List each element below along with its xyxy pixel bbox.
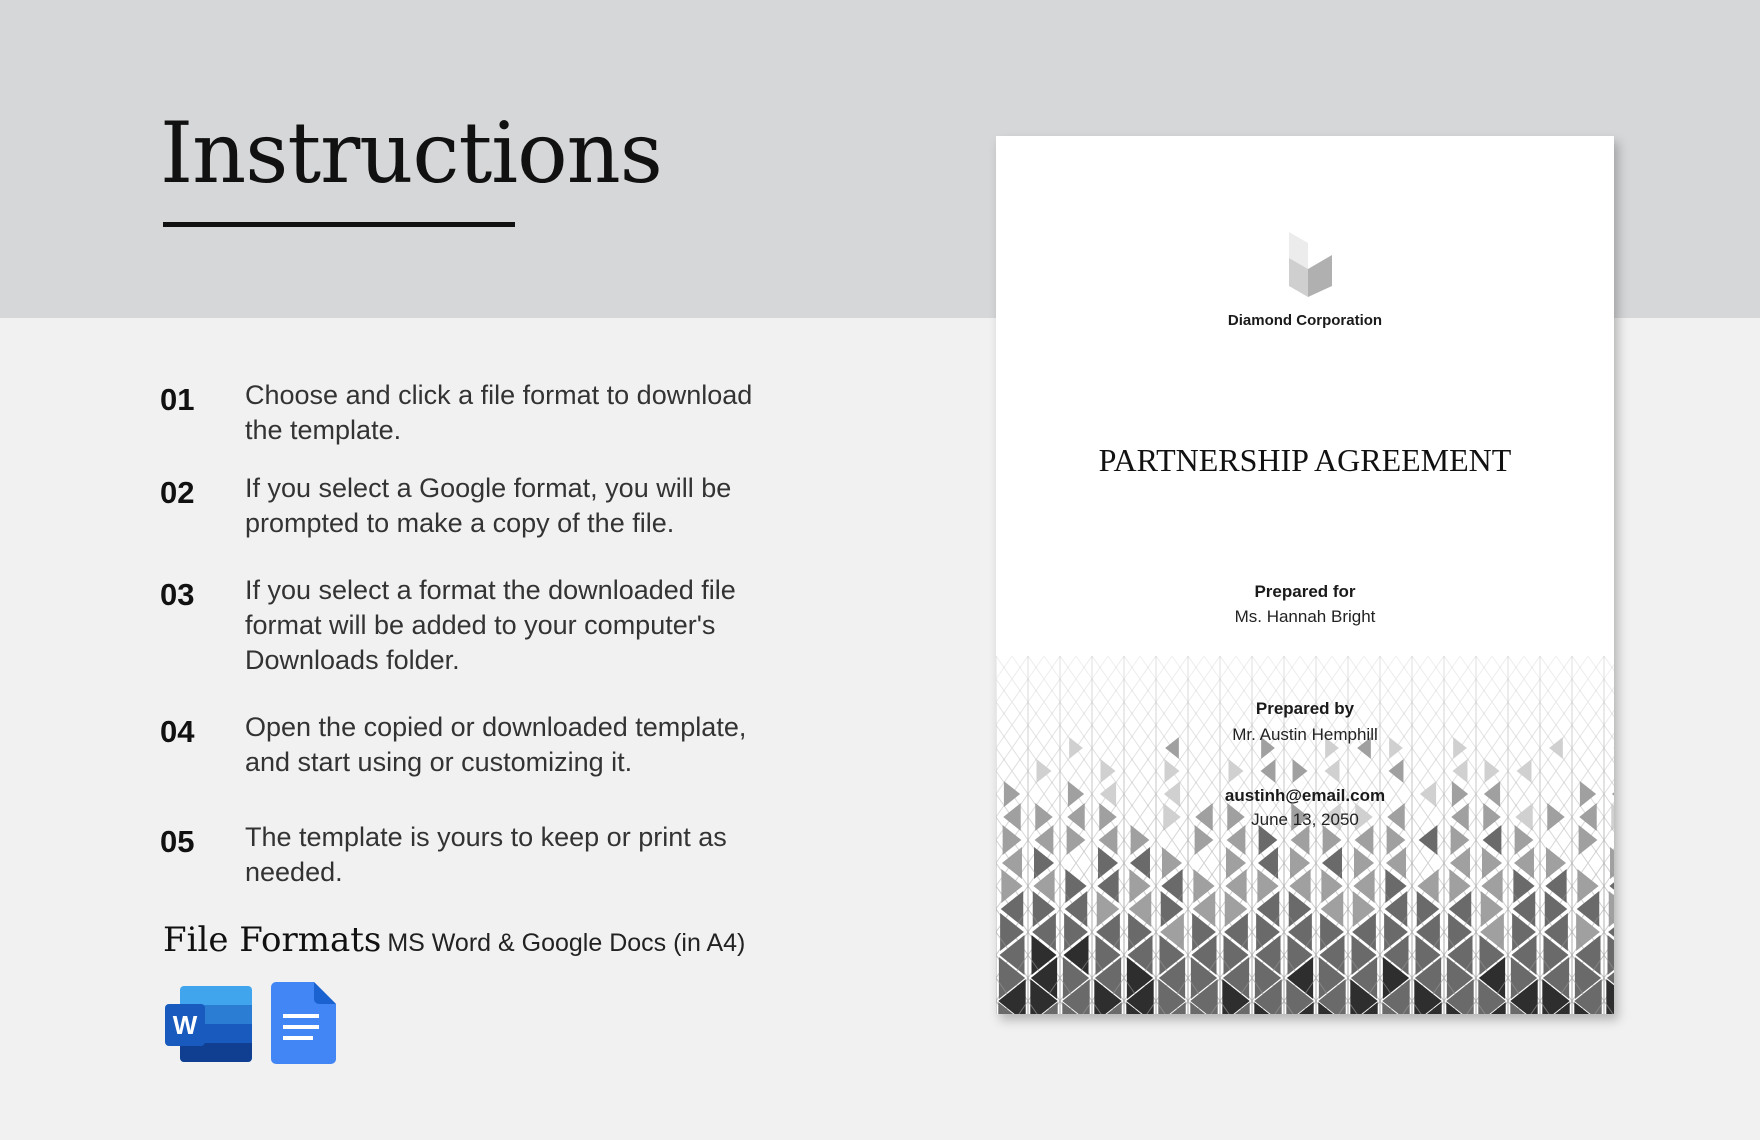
pattern-line	[1508, 656, 1540, 702]
pattern-line	[1156, 656, 1188, 702]
company-logo-icon	[1286, 232, 1336, 298]
pattern-line	[1284, 656, 1316, 679]
pattern-line	[996, 656, 1028, 702]
page-title: Instructions	[160, 104, 662, 202]
prepared-for-label: Prepared for	[1254, 582, 1356, 601]
step-number: 02	[160, 475, 195, 510]
step-text: If you select a Google format, you will be prompted to make a copy of the file.	[245, 473, 732, 538]
pattern-line	[1412, 656, 1444, 679]
step-number: 01	[160, 382, 195, 417]
date: June 13, 2050	[1251, 810, 1359, 829]
file-formats-subtitle: MS Word & Google Docs (in A4)	[387, 929, 746, 957]
pattern-line	[1380, 656, 1412, 679]
pattern-triangle	[1607, 935, 1614, 975]
pattern-line	[1284, 656, 1316, 702]
ms-word-icon[interactable]	[165, 984, 253, 1064]
pattern-line	[1028, 656, 1060, 679]
prepared-by-label: Prepared by	[1255, 699, 1355, 718]
pattern-line	[996, 656, 1028, 679]
pattern-line	[1092, 656, 1124, 702]
pattern-line	[1604, 656, 1614, 702]
pattern-line	[1220, 656, 1252, 702]
pattern-line	[1572, 656, 1604, 702]
pattern-line	[1444, 656, 1476, 679]
step-text: Open the copied or downloaded template, and start using or customizing it.	[245, 712, 747, 777]
pattern-line	[1508, 656, 1540, 679]
pattern-line	[1444, 656, 1476, 702]
pattern-line	[1092, 656, 1124, 679]
file-formats	[163, 920, 745, 960]
pattern-line	[1220, 656, 1252, 679]
pattern-line	[1348, 656, 1380, 702]
file-formats-heading: File Formats	[163, 920, 382, 960]
pattern-line	[1188, 656, 1220, 702]
prepared-for-name: Ms. Hannah Bright	[1234, 607, 1376, 626]
pattern-line	[1124, 656, 1156, 679]
email: austinh@email.com	[1224, 786, 1386, 805]
pattern-line	[1412, 656, 1444, 702]
pattern-line	[1540, 656, 1572, 679]
step-number: 05	[160, 824, 195, 859]
pattern-line	[1572, 656, 1604, 679]
pattern-line	[1476, 656, 1508, 702]
google-docs-icon[interactable]	[271, 982, 336, 1064]
svg-text:W: W	[172, 1010, 198, 1040]
title-underline	[163, 222, 515, 227]
pattern-line	[1252, 656, 1284, 702]
step-text: If you select a format the downloaded file format will be added to your computer's Downloads folder.	[245, 575, 736, 675]
pattern-line	[1060, 656, 1092, 679]
pattern-line	[1316, 656, 1348, 679]
prepared-by-name: Mr. Austin Hemphill	[1232, 725, 1378, 744]
pattern-line	[1252, 656, 1284, 679]
pattern-line	[1476, 656, 1508, 679]
pattern-line	[1380, 656, 1412, 702]
template-preview[interactable]	[996, 136, 1614, 1014]
pattern-line	[1156, 656, 1188, 679]
pattern-line	[1124, 656, 1156, 702]
pattern-line	[1316, 656, 1348, 702]
pattern-line	[1028, 656, 1060, 702]
step-number: 04	[160, 714, 195, 749]
document-title: PARTNERSHIP AGREEMENT	[1098, 442, 1512, 478]
pattern-line	[1188, 656, 1220, 679]
step-text: Choose and click a file format to download the template.	[245, 380, 753, 445]
pattern-triangle	[1606, 979, 1614, 1014]
pattern-line	[1060, 656, 1092, 702]
step-number: 03	[160, 577, 195, 612]
pattern-line	[1540, 656, 1572, 702]
pattern-line	[1348, 656, 1380, 679]
company-name: Diamond Corporation	[1227, 312, 1383, 329]
step-text: The template is yours to keep or print as needed.	[245, 822, 727, 887]
